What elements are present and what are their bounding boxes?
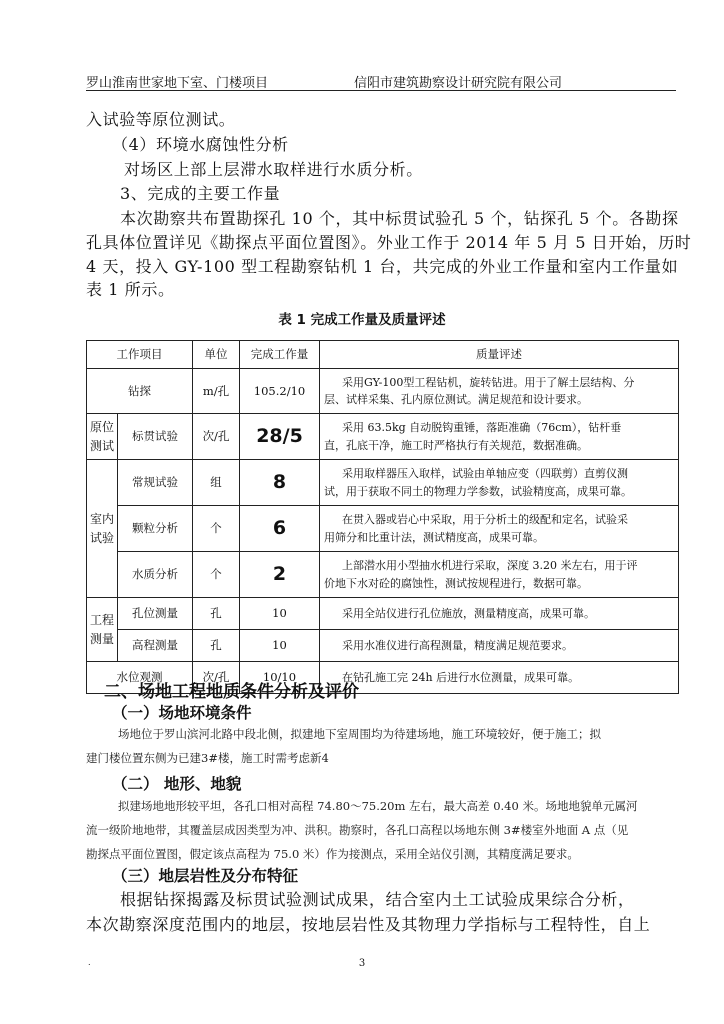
unit-cell: 次/孔 [193, 662, 240, 694]
group-label: 工程 [89, 612, 114, 627]
table-row [87, 552, 679, 598]
header-cell-amount: 完成工作量 [240, 341, 320, 369]
quality-text-line: 价地下水对砼的腐蚀性，测试按规程进行，数据可靠。 [324, 576, 588, 590]
quality-cell [320, 414, 679, 460]
item-cell: 孔位测量 [118, 598, 193, 630]
text-line: 入试验等原位测试。 [86, 110, 236, 129]
quality-cell [320, 506, 679, 552]
amount-cell: 10/10 [240, 662, 320, 694]
subsection-heading: （三）地层岩性及分布特征 [112, 867, 299, 885]
table-caption: 表 1 完成工作量及质量评述 [278, 312, 446, 328]
amount-cell: 8 [240, 460, 320, 506]
quality-text-line: 采用 63.5kg 自动脱钩重锤，落距准确（76cm），钻杆垂 [342, 421, 622, 435]
text-line: 拟建场地地形较平坦，各孔口相对高程 74.80～75.20m 左右，最大高差 0.40 米。场地地貌单元属河 [118, 799, 638, 813]
unit-cell: m/孔 [193, 369, 240, 414]
quality-cell [320, 630, 679, 662]
quality-cell [320, 369, 679, 414]
quality-text-line: 在贯入器或岩心中采取，用于分析土的级配和定名，试验采 [342, 513, 628, 527]
amount-cell: 105.2/10 [240, 369, 320, 414]
quality-text-line: 采用水准仪进行高程测量，精度满足规范要求。 [342, 638, 573, 652]
unit-cell: 次/孔 [193, 414, 240, 460]
quality-text-line: 采用全站仪进行孔位施放，测量精度高，成果可靠。 [342, 606, 595, 620]
text-line: 勘探点平面位置图，假定该点高程为 75.0 米）作为接测点，采用全站仪引测，其精度满足要求。 [86, 847, 579, 861]
quality-text-line: 上部潜水用小型抽水机进行采取，深度 3.20 米左右，用于评 [342, 559, 638, 573]
subsection-heading: 3、完成的主要工作量 [120, 184, 281, 203]
page-number: 3 [358, 958, 366, 969]
quality-cell [320, 552, 679, 598]
quality-text-line: 试，用于获取不同土的物理力学参数，试验精度高，成果可靠。 [324, 484, 632, 498]
table-row [87, 506, 679, 552]
text-line: 建门楼位置东侧为已建3#楼，施工时需考虑新4 [86, 751, 329, 765]
unit-cell: 个 [193, 552, 240, 598]
header-cell-unit: 单位 [193, 341, 240, 369]
quality-cell [320, 460, 679, 506]
quality-text-line: 在钻孔施工完 24h 后进行水位测量，成果可靠。 [342, 670, 580, 684]
item-cell: 水位观测 [87, 662, 193, 694]
quality-cell [320, 598, 679, 630]
group-cell-insitu [87, 414, 118, 460]
group-label: 测试 [89, 438, 114, 453]
amount-cell: 10 [240, 598, 320, 630]
subsection-heading: （二） 地形、地貌 [112, 775, 242, 793]
quality-text-line: 层、试样采集、孔内原位测试。满足规范和设计要求。 [324, 393, 588, 406]
group-cell-survey [87, 598, 118, 662]
group-label: 测量 [89, 631, 114, 646]
table-header-row [87, 341, 679, 369]
section-heading: 二、场地工程地质条件分析及评价 [104, 682, 359, 702]
unit-cell: 个 [193, 506, 240, 552]
item-cell: 高程测量 [118, 630, 193, 662]
item-cell: 标贯试验 [118, 414, 193, 460]
unit-cell: 孔 [193, 630, 240, 662]
workload-table [86, 340, 679, 694]
subsection-heading: （4）环境水腐蚀性分析 [112, 135, 289, 154]
paragraph-line: 本次勘察共布置勘探孔 10 个，其中标贯试验孔 5 个，钻探孔 5 个。各勘探 [120, 209, 679, 228]
footer-dot: . [88, 958, 91, 967]
table-row [87, 598, 679, 630]
table-row [87, 630, 679, 662]
quality-text-line: 采用GY-100型工程钻机，旋转钻进。用于了解土层结构、分 [342, 375, 635, 389]
table-row [87, 369, 679, 414]
item-cell: 钻探 [87, 369, 193, 414]
paragraph-line: 本次勘察深度范围内的地层，按地层岩性及其物理力学指标与工程特性，自上 [86, 915, 651, 934]
paragraph-line: 孔具体位置详见《勘探点平面位置图》。外业工作于 2014 年 5 月 5 日开始，历时 [86, 233, 692, 252]
quality-text-line: 用筛分和比重计法，测试精度高，成果可靠。 [324, 530, 544, 544]
amount-cell: 2 [240, 552, 320, 598]
header-rule [86, 90, 676, 91]
text-line: 对场区上部上层滞水取样进行水质分析。 [124, 160, 423, 179]
item-cell: 常规试验 [118, 460, 193, 506]
table-row [87, 460, 679, 506]
paragraph-line: 4 天，投入 GY-100 型工程勘察钻机 1 台，共完成的外业工作量和室内工作量如 [86, 257, 679, 276]
table-row [87, 414, 679, 460]
amount-cell: 6 [240, 506, 320, 552]
item-cell: 颗粒分析 [118, 506, 193, 552]
text-line: 场地位于罗山滨河北路中段北侧，拟建地下室周围均为待建场地，施工环境较好，便于施工；拟 [118, 727, 601, 741]
header-cell-item: 工作项目 [87, 341, 193, 369]
subsection-heading: （一）场地环境条件 [112, 704, 252, 722]
group-label: 室内 [89, 511, 114, 526]
header-project-name: 罗山淮南世家地下室、门楼项目 [86, 76, 269, 91]
paragraph-line: 根据钻探揭露及标贯试验测试成果，结合室内土工试验成果综合分析， [120, 890, 635, 909]
group-cell-lab [87, 460, 118, 598]
item-cell: 水质分析 [118, 552, 193, 598]
group-label: 试验 [89, 530, 114, 545]
quality-text-line: 采用取样器压入取样，试验由单轴应变（四联剪）直剪仪测 [342, 467, 628, 481]
unit-cell: 组 [193, 460, 240, 506]
quality-text-line: 直，孔底干净，施工时严格执行有关规范，数据准确。 [324, 438, 588, 452]
header-cell-quality: 质量评述 [320, 341, 679, 369]
amount-cell: 10 [240, 630, 320, 662]
text-line: 流一级阶地地带，其覆盖层成因类型为冲、洪积。勘察时，各孔口高程以场地东侧 3#楼室外地面 A 点（见 [86, 823, 629, 837]
group-label: 原位 [89, 419, 114, 434]
unit-cell: 孔 [193, 598, 240, 630]
header-company-name: 信阳市建筑勘察设计研究院有限公司 [354, 76, 563, 91]
amount-cell: 28/5 [240, 414, 320, 460]
paragraph-line: 表 1 所示。 [86, 280, 175, 299]
page-header [86, 70, 676, 90]
